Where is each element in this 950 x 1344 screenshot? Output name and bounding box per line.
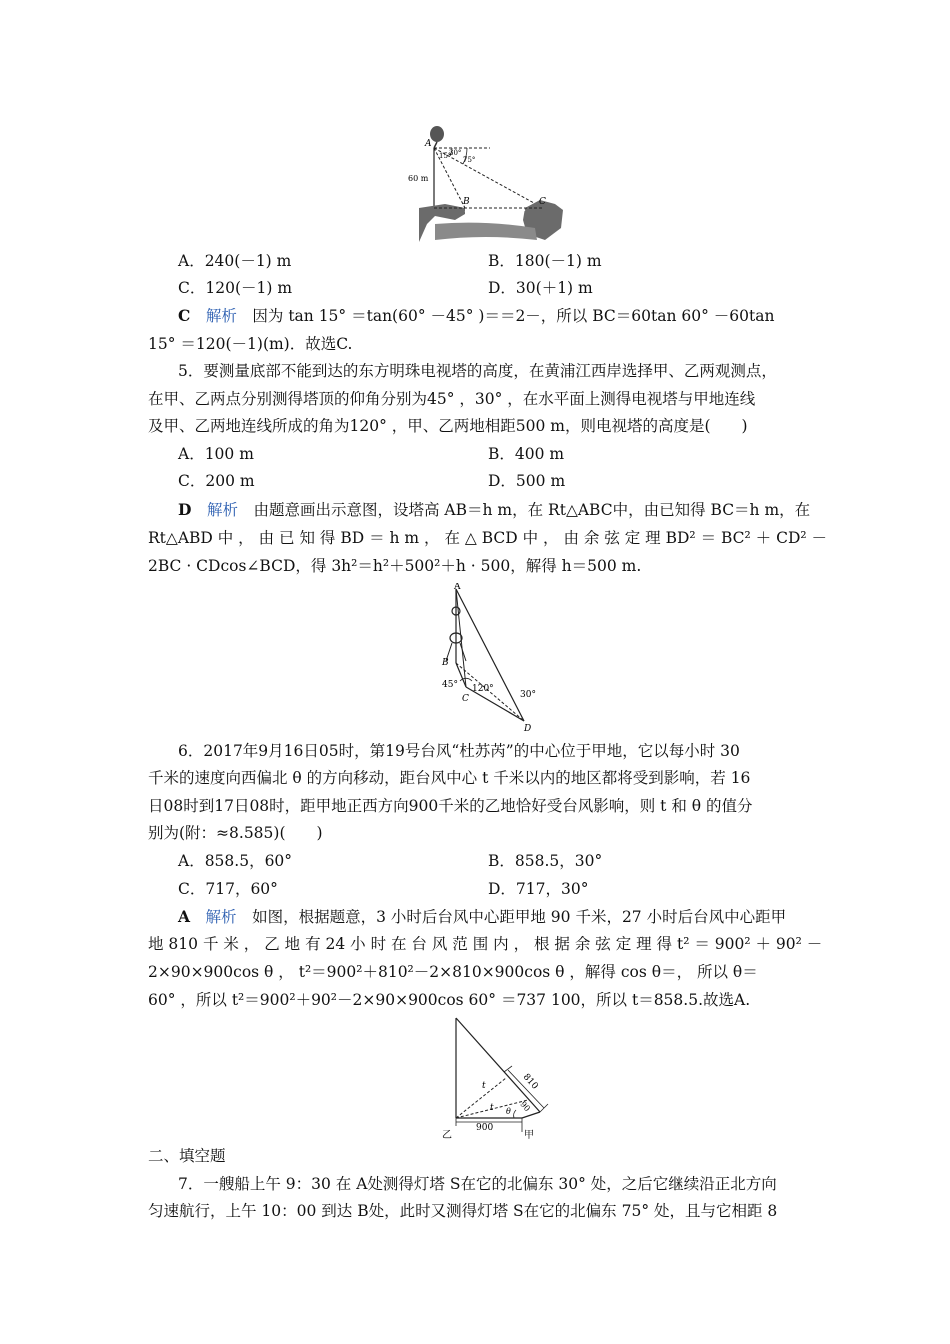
q4-option-c[interactable]: C．120(－1) m	[178, 279, 293, 297]
label-A: A	[425, 139, 432, 149]
q6-stem-line-2: 千米的速度向西偏北 θ 的方向移动，距台风中心 t 千米以内的地区都将受到影响，若 16	[148, 769, 751, 787]
fig3-label-t2: t	[490, 1103, 494, 1113]
q4-jiexi-label: 解析	[205, 307, 237, 325]
q6-stem-line-1: 6．2017年9月16日05时，第19号台风“杜苏芮”的中心位于甲地，它以每小时 30	[178, 742, 740, 760]
q6-option-b[interactable]: B．858.5，30°	[488, 852, 603, 870]
fig3-label-810: 810	[520, 1072, 540, 1092]
q5-solution-line-3: 2BC · CDcos∠BCD，得 3h²＝h²＋500²＋h · 500，解得 h＝500 m.	[148, 557, 642, 575]
fig2-angle-30: 30°	[520, 690, 536, 700]
q4-option-d[interactable]: D．30(＋1) m	[488, 279, 593, 297]
section-heading-fill-blank: 二、填空题	[148, 1147, 226, 1165]
figure-tower-river	[405, 124, 565, 244]
q5-solution-line-1	[178, 500, 810, 520]
q5-option-c[interactable]: C．200 m	[178, 472, 255, 490]
figure-tower-triangle	[432, 583, 552, 735]
label-angle-75: 75°	[463, 156, 476, 164]
q6-stem-line-3: 日08时到17日08时，距甲地正西方向900千米的乙地恰好受台风影响，则 t 和 θ 的值分	[148, 797, 753, 815]
label-B: B	[463, 197, 470, 207]
fig3-label-yi: 乙	[442, 1130, 452, 1141]
fig2-label-B: B	[442, 658, 449, 668]
q4-answer: C	[178, 306, 191, 325]
q4-solution-line-1	[178, 306, 774, 326]
label-angle-30: 30°	[449, 149, 462, 157]
q6-solution-line-3: 2×90×900cos θ ， t²＝900²＋810²－2×810×900cos θ ，解得 cos θ＝， 所以 θ＝	[148, 963, 758, 981]
q6-solution-text-1: 如图，根据题意，3 小时后台风中心距甲地 90 千米，27 小时后台风中心距甲	[252, 908, 787, 926]
q6-stem-line-4: 别为(附：≈8.585)( )	[148, 824, 323, 842]
q5-option-b[interactable]: B．400 m	[488, 445, 565, 463]
q5-jiexi-label: 解析	[206, 501, 238, 519]
fig3-label-jia: 甲	[524, 1130, 534, 1141]
q6-answer: A	[178, 907, 191, 926]
q5-option-a[interactable]: A．100 m	[178, 445, 254, 463]
fig2-label-A: A	[454, 583, 461, 592]
label-angle-15: 15°	[439, 152, 452, 160]
q7-stem-line-1: 7．一艘船上午 9：30 在 A处测得灯塔 S在它的北偏东 30° 处，之后它继续沿正北方向	[178, 1175, 777, 1193]
q5-solution-text-1: 由题意画出示意图，设塔高 AB＝h m，在 Rt△ABC中，由已知得 BC＝h m，在	[253, 501, 811, 519]
label-height: 60 m	[408, 174, 429, 183]
fig2-angle-45: 45°	[442, 680, 458, 690]
q5-stem-line-1: 5．要测量底部不能到达的东方明珠电视塔的高度，在黄浦江西岸选择甲、乙两观测点，	[178, 362, 777, 380]
fig2-label-C: C	[462, 694, 469, 704]
figure-typhoon-triangle	[440, 1014, 552, 1142]
q4-solution-text-1: 因为 tan 15° ＝tan(60° －45° )＝＝2－，所以 BC＝60tan 60° －60tan	[252, 307, 775, 325]
q6-solution-line-2: 地 810 千 米 ， 乙 地 有 24 小 时 在 台 风 范 围 内 ， 根 据 余 弦 定 理 得 t² ＝ 900² ＋ 90² －	[148, 935, 823, 953]
river-bed	[435, 223, 537, 240]
fig3-label-90: 90	[518, 1099, 532, 1114]
q4-solution-line-2: 15° ＝120(－1)(m)．故选C.	[148, 335, 353, 353]
fig2-label-D: D	[524, 724, 532, 734]
q6-option-c[interactable]: C．717，60°	[178, 880, 278, 898]
q7-stem-line-2: 匀速航行，上午 10：00 到达 B处，此时又测得灯塔 S在它的北偏东 75° 处，且与它相距 8	[148, 1202, 778, 1220]
fig3-label-theta: θ	[506, 1107, 511, 1116]
q5-stem-line-2: 在甲、乙两点分别测得塔顶的仰角分别为45° ，30° ，在水平面上测得电视塔与甲地连线	[148, 390, 756, 408]
fig3-label-t1: t	[482, 1081, 486, 1091]
q6-solution-line-4: 60° ，所以 t²＝900²＋90²－2×90×900cos 60° ＝737 100，所以 t＝858.5.故选A.	[148, 991, 751, 1009]
q5-option-d[interactable]: D．500 m	[488, 472, 566, 490]
q4-option-b[interactable]: B．180(－1) m	[488, 252, 602, 270]
fig2-angle-120: 120°	[472, 684, 494, 694]
q5-answer: D	[178, 500, 192, 519]
q6-option-d[interactable]: D．717，30°	[488, 880, 589, 898]
q5-stem-line-3: 及甲、乙两地连线所成的角为120° ，甲、乙两地相距500 m，则电视塔的高度是( )	[148, 417, 748, 435]
balloon-shape	[430, 126, 444, 142]
q4-option-a[interactable]: A．240(－1) m	[178, 252, 292, 270]
fig3-label-900: 900	[476, 1123, 494, 1133]
q6-option-a[interactable]: A．858.5，60°	[178, 852, 293, 870]
label-C: C	[539, 197, 546, 207]
q6-jiexi-label: 解析	[205, 908, 237, 926]
q5-solution-line-2: Rt△ABD 中 ， 由 已 知 得 BD ＝ h m ， 在 △ BCD 中 ， 由 余 弦 定 理 BD² ＝ BC² ＋ CD² －	[148, 529, 828, 547]
q6-solution-line-1	[178, 907, 786, 927]
